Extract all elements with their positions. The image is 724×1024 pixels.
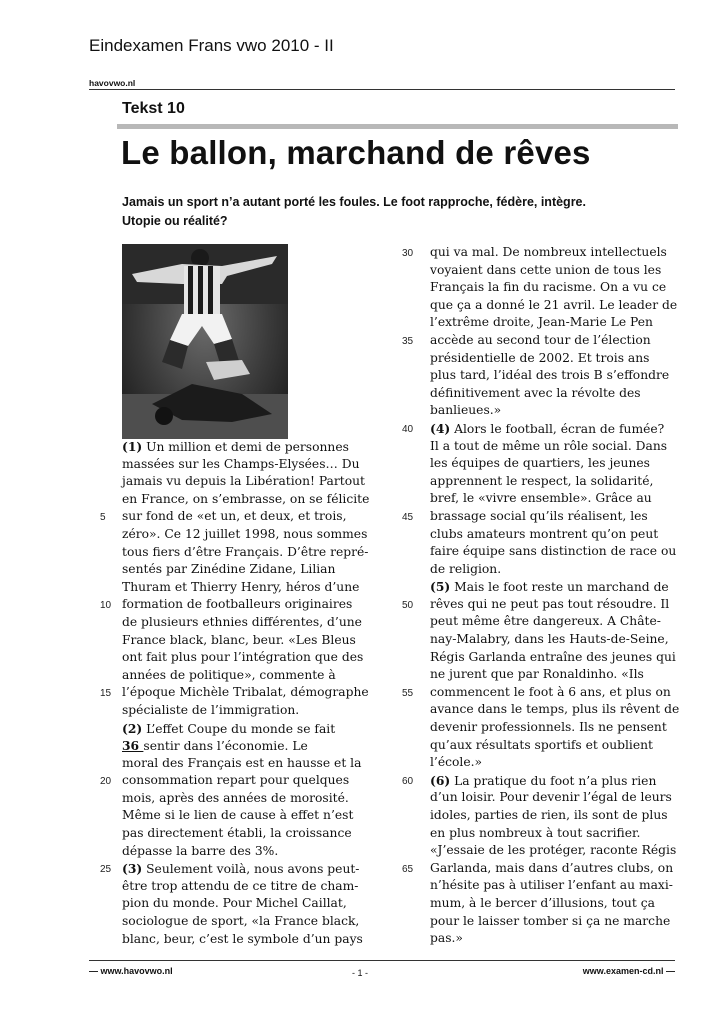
line-text: Seulement voilà, nous avons peut- <box>142 862 360 877</box>
lead-line: Utopie ou réalité? <box>122 214 228 228</box>
text-line <box>122 702 372 720</box>
line-text: tous fiers d’être Français. D’être repré- <box>122 544 369 559</box>
header-rule <box>89 89 675 90</box>
text-line <box>430 737 680 755</box>
line-number: 15 <box>100 688 112 700</box>
line-text: en France, on s’embrasse, on se félicite <box>122 491 370 506</box>
line-text: clubs amateurs montrent qu’on peut <box>430 526 659 541</box>
line-text: formation de footballeurs originaires <box>122 597 353 612</box>
line-text: Alors le football, écran de fumée? <box>450 421 665 436</box>
text-line <box>122 790 372 808</box>
paragraph-number: (3) <box>122 861 143 877</box>
line-number: 55 <box>402 688 414 699</box>
line-text: n’hésite pas à utiliser l’enfant au maxi- <box>430 878 673 893</box>
line-text: peut même être dangereux. A Châte- <box>430 614 661 629</box>
line-number: 65 <box>402 864 414 875</box>
line-text: brassage social qu’ils réalisent, les <box>430 508 648 523</box>
line-text: Régis Garlanda entraîne des jeunes qui <box>430 649 676 664</box>
line-text: pas directement établi, la croissance <box>122 826 352 841</box>
grey-divider <box>117 124 678 129</box>
player-head <box>191 249 209 267</box>
line-text: ne jurent que par Ronaldinho. «Ils <box>430 667 644 682</box>
line-text: de religion. <box>430 561 502 576</box>
line-text: pion du monde. Pour Michel Caillat, <box>122 896 347 911</box>
text-line <box>430 508 680 526</box>
line-text: que ça a donné le 21 avril. Le leader de <box>430 297 678 312</box>
text-line <box>122 632 372 650</box>
text-line <box>122 878 372 896</box>
text-line <box>430 842 680 860</box>
text-line <box>122 895 372 913</box>
text-line <box>122 508 372 526</box>
text-line <box>430 578 680 596</box>
text-line <box>122 755 372 773</box>
line-text: sentir dans l’économie. Le <box>143 739 308 754</box>
line-text: devenir professionnels. Ils ne pensent <box>430 720 667 735</box>
article-title: Le ballon, marchand de rêves <box>121 134 591 171</box>
text-line <box>430 543 680 561</box>
text-line <box>430 754 680 772</box>
line-text: blanc, beur, c’est le symbole d’un pays <box>122 931 363 946</box>
lead-line: Jamais un sport n’a autant porté les foules. Le foot rapproche, fédère, intègre. <box>122 195 586 209</box>
text-line <box>122 807 372 825</box>
text-line <box>430 613 680 631</box>
text-line <box>430 332 680 350</box>
line-text: Il a tout de même un rôle social. Dans <box>430 438 668 453</box>
paragraph-number: (1) <box>122 439 143 454</box>
text-line <box>430 913 680 931</box>
text-line <box>430 244 680 262</box>
line-text: mois, après des années de morosité. <box>122 790 349 805</box>
line-number: 35 <box>402 336 414 347</box>
football-players-photo <box>122 244 288 439</box>
text-line <box>122 544 372 562</box>
text-line <box>430 455 680 473</box>
text-line <box>122 614 372 632</box>
article-column-left <box>122 438 372 948</box>
text-line <box>430 420 680 438</box>
line-text: mum, à le bercer d’illusions, tout ça <box>430 895 655 910</box>
line-text: les équipes de quartiers, les jeunes <box>430 456 650 471</box>
line-text: l’école.» <box>430 755 483 770</box>
line-text: en plus nombreux à tout sacrifier. <box>430 825 641 840</box>
jersey-stripe <box>188 266 193 314</box>
line-text: l’extrême droite, Jean-Marie Le Pen <box>430 315 653 330</box>
line-text: qui va mal. De nombreux intellectuels <box>430 245 667 259</box>
text-line <box>430 649 680 667</box>
line-number: 20 <box>100 776 112 788</box>
text-line <box>430 279 680 297</box>
line-text: La pratique du foot n’a plus rien <box>450 773 657 788</box>
line-text: consommation repart pour quelques <box>122 773 350 788</box>
line-text: pas.» <box>430 931 463 946</box>
line-text: plus tard, l’idéal des trois B s’effondre <box>430 368 670 383</box>
line-text: sur fond de «et un, et deux, et trois, <box>122 509 347 524</box>
line-text: zéro». Ce 12 juillet 1998, nous sommes <box>122 526 368 541</box>
line-number: 10 <box>100 600 112 612</box>
line-text: Mais le foot reste un marchand de <box>450 580 669 595</box>
line-text: présidentielle de 2002. Et trois ans <box>430 350 650 365</box>
player-head <box>155 407 173 425</box>
line-text: moral des Français est en hausse et la <box>122 755 362 770</box>
line-text: être trop attendu de ce titre de cham- <box>122 878 359 893</box>
line-text: Un million et demi de personnes <box>142 440 349 454</box>
line-text: sentés par Zinédine Zidane, Lilian <box>122 562 336 577</box>
paragraph-number: (4) <box>430 420 451 436</box>
line-text: d’un loisir. Pour devenir l’égal de leurs <box>430 790 672 805</box>
line-text: l’époque Michèle Tribalat, démographe <box>122 685 369 700</box>
jersey-stripe <box>198 266 203 314</box>
text-line <box>430 385 680 403</box>
text-line <box>122 456 372 474</box>
text-line <box>122 843 372 861</box>
footer-right-link[interactable]: www.examen-cd.nl — <box>582 966 675 976</box>
text-line <box>430 490 680 508</box>
text-line <box>122 561 372 579</box>
text-line <box>430 526 680 544</box>
paragraph-number: (5) <box>430 579 451 595</box>
text-line <box>122 913 372 931</box>
text-label: Tekst 10 <box>122 100 185 117</box>
second-player-kit <box>206 360 250 380</box>
text-line <box>430 350 680 368</box>
line-text: voyaient dans cette union de tous les <box>430 262 662 277</box>
line-text: de plusieurs ethnies différentes, d’une <box>122 614 362 629</box>
line-number: 5 <box>100 512 106 524</box>
player-shorts <box>170 314 232 346</box>
article-column-right <box>430 244 680 948</box>
text-line <box>430 561 680 579</box>
line-text: Garlanda, mais dans d’autres clubs, on <box>430 860 674 875</box>
photo-illustration <box>122 244 288 439</box>
text-line <box>122 579 372 597</box>
text-line <box>122 931 372 949</box>
text-line <box>430 807 680 825</box>
text-line <box>430 631 680 649</box>
text-line <box>122 684 372 702</box>
text-line <box>122 772 372 790</box>
line-text: Même si le lien de cause à effet n’est <box>122 808 354 823</box>
text-line <box>430 701 680 719</box>
line-text: sociologue de sport, «la France black, <box>122 914 360 929</box>
line-text: nay-Malabry, dans les Hauts-de-Seine, <box>430 632 669 647</box>
text-line <box>122 720 372 738</box>
text-line <box>430 930 680 948</box>
text-line <box>430 895 680 913</box>
line-text: définitivement avec la révolte des <box>430 385 641 400</box>
text-line <box>430 666 680 684</box>
line-text: banlieues.» <box>430 403 502 418</box>
line-text: accède au second tour de l’élection <box>430 332 651 347</box>
paragraph-number: (2) <box>122 720 143 736</box>
line-number: 50 <box>402 600 414 611</box>
line-number: 45 <box>402 512 414 523</box>
text-line <box>430 473 680 491</box>
lead-paragraph <box>122 193 677 231</box>
line-text: «J’essaie de les protéger, raconte Régis <box>430 843 677 858</box>
line-text: ont fait plus pour l’intégration que des <box>122 650 364 665</box>
gap-number: 36 <box>122 738 144 754</box>
text-line <box>122 473 372 491</box>
line-text: faire équipe sans distinction de race ou <box>430 544 677 559</box>
text-line <box>430 825 680 843</box>
line-text: jamais vu depuis la Libération! Partout <box>122 474 365 489</box>
line-text: spécialiste de l’immigration. <box>122 702 300 717</box>
text-line <box>430 772 680 790</box>
footer-left-link[interactable]: — www.havovwo.nl <box>89 966 173 976</box>
text-line <box>122 649 372 667</box>
text-line <box>430 684 680 702</box>
site-name: havovwo.nl <box>89 78 136 88</box>
text-line <box>122 667 372 685</box>
text-line <box>430 314 680 332</box>
line-number: 30 <box>402 248 414 259</box>
line-text: dépasse la barre des 3%. <box>122 843 279 858</box>
text-line <box>430 262 680 280</box>
text-line <box>122 825 372 843</box>
text-line <box>430 596 680 614</box>
page-number: - 1 - <box>352 968 369 978</box>
line-text: avance dans le temps, plus ils rêvent de <box>430 702 680 717</box>
text-line <box>430 719 680 737</box>
text-line <box>430 297 680 315</box>
footer-rule <box>89 960 675 961</box>
line-text: idoles, parties de rien, ils sont de plus <box>430 808 668 822</box>
line-number: 40 <box>402 424 414 435</box>
paragraph-number: (6) <box>430 772 451 788</box>
jersey-stripe <box>208 266 213 314</box>
line-text: qu’aux résultats sportifs et oublient <box>430 737 653 752</box>
text-line <box>122 491 372 509</box>
text-line <box>122 526 372 544</box>
text-line <box>122 737 372 755</box>
line-number: 25 <box>100 864 112 876</box>
text-line <box>430 877 680 895</box>
text-line <box>122 596 372 614</box>
text-line <box>430 860 680 878</box>
exam-title: Eindexamen Frans vwo 2010 - II <box>89 36 334 55</box>
line-text: pour le laisser tomber si ça ne marche <box>430 913 671 928</box>
line-text: commencent le foot à 6 ans, et plus on <box>430 684 671 699</box>
line-text: massées sur les Champs-Elysées… Du <box>122 456 360 471</box>
line-text: Thuram et Thierry Henry, héros d’une <box>122 579 360 594</box>
line-text: apprennent le respect, la solidarité, <box>430 473 654 488</box>
line-text: Français la fin du racisme. On a vu ce <box>430 280 667 295</box>
line-text: rêves qui ne peut pas tout résoudre. Il <box>430 596 670 611</box>
text-line <box>430 789 680 807</box>
line-text: bref, le «vivre ensemble». Grâce au <box>430 491 652 506</box>
text-line <box>430 367 680 385</box>
text-line <box>430 402 680 420</box>
text-line <box>430 438 680 456</box>
line-text: France black, blanc, beur. «Les Bleus <box>122 632 356 647</box>
text-line <box>122 860 372 878</box>
line-text: L’effet Coupe du monde se fait <box>142 721 336 736</box>
text-line <box>122 438 372 456</box>
line-text: années de politique», commente à <box>122 667 336 682</box>
line-number: 60 <box>402 776 414 787</box>
